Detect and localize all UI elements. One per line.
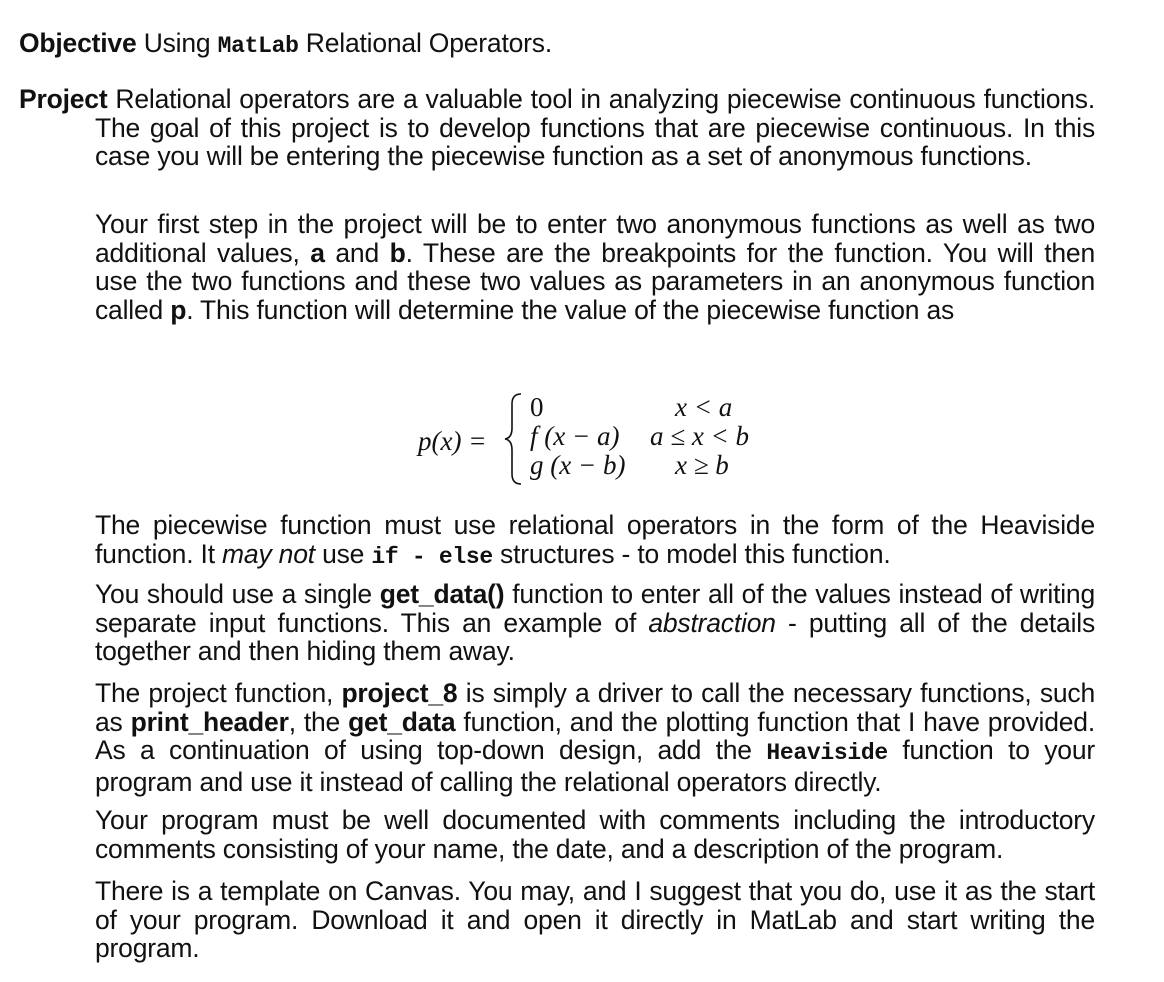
para4-text-4: function, and the plotting function that I have provided. As a continuation of using top-down design, add the <box>95 706 1095 765</box>
para2-emphasis: may not <box>222 538 315 569</box>
para4-function-project: project_8 <box>341 678 458 708</box>
equation-row1-expr: 0 <box>530 392 544 422</box>
paragraph-project-function <box>95 679 1095 796</box>
para1-text-1: Your first step in the project will be to enter two anonymous functions as well as two additional values, <box>95 209 1095 268</box>
objective-text-1: Using <box>143 28 218 58</box>
paragraph-get-data <box>95 580 1095 666</box>
para3-text-1: You should use a single <box>95 579 380 609</box>
equation-row3-cond: x ≥ b <box>675 450 729 480</box>
para6-text: There is a template on Canvas. You may, and I suggest that you do, use it as the start of your program. Download it and open it directly in MatLab and start writing the program. <box>95 876 1095 963</box>
para2-text-1: The piecewise function must use relational operators in the form of the Heaviside function. It <box>95 510 1095 569</box>
objective-line <box>19 29 552 61</box>
para3-function-name: get_data() <box>379 579 505 609</box>
para2-code: if - else <box>371 543 493 570</box>
paragraph-template <box>95 877 1095 963</box>
para1-bold-b: b <box>389 237 406 268</box>
curly-brace <box>503 392 525 486</box>
para3-text-3: - putting all of the details together and then hiding them away. <box>95 607 1095 666</box>
para1-text-4: . This function will determine the value of the piecewise function as <box>186 294 955 325</box>
para2-text-3: structures - to model this function. <box>492 538 891 569</box>
para4-function-get-data: get_data <box>348 706 456 737</box>
para3-text-2: function to enter all of the values instead of writing separate input functions. This an example of <box>95 579 1095 638</box>
para3-emphasis: abstraction <box>648 607 776 638</box>
equation-row2-cond: a ≤ x < b <box>650 421 750 451</box>
para4-text-1: The project function, <box>95 678 342 708</box>
piecewise-equation <box>410 388 770 488</box>
para2-text-2: use <box>314 538 372 569</box>
objective-code: MatLab <box>217 33 299 59</box>
paragraph-documentation <box>95 806 1095 863</box>
para4-code-heaviside: Heaviside <box>766 740 888 766</box>
para4-function-print-header: print_header <box>130 706 289 737</box>
para4-text-5: function to your program and use it instead of calling the relational operators directly. <box>95 735 1096 797</box>
paragraph-first-step <box>95 210 1095 324</box>
project-text: Relational operators are a valuable tool in analyzing piecewise continuous functions. The goal of this project is to develop functions that are piecewise continuous. In this case you will be entering the piecewise function as a set of anonymous functions. <box>95 84 1095 171</box>
para1-text-2: and <box>324 237 390 268</box>
project-paragraph <box>19 85 1095 171</box>
equation-row1-cond: x < a <box>675 392 733 422</box>
para5-text: Your program must be well documented with comments including the introductory comments consisting of your name, the date, and a description of the program. <box>95 805 1095 864</box>
paragraph-heaviside <box>95 511 1095 571</box>
equation-row2-expr: f (x − a) <box>530 421 620 451</box>
para1-bold-a: a <box>310 237 325 268</box>
project-label: Project <box>19 84 108 114</box>
objective-text-2: Relational Operators. <box>298 28 552 58</box>
para1-text-3: . These are the breakpoints for the function. You will then use the two functions and these two values as parameters in an anonymous function called <box>95 237 1095 325</box>
equation-row3-expr: g (x − b) <box>530 450 626 480</box>
para4-text-2: is simply a driver to call the necessary functions, such as <box>95 678 1095 737</box>
project-hanging-block <box>19 85 1095 171</box>
equation-lhs: p(x) = <box>418 426 487 456</box>
para1-bold-p: p <box>170 294 187 325</box>
objective-label: Objective <box>19 28 137 58</box>
para4-text-3: , the <box>288 706 349 737</box>
